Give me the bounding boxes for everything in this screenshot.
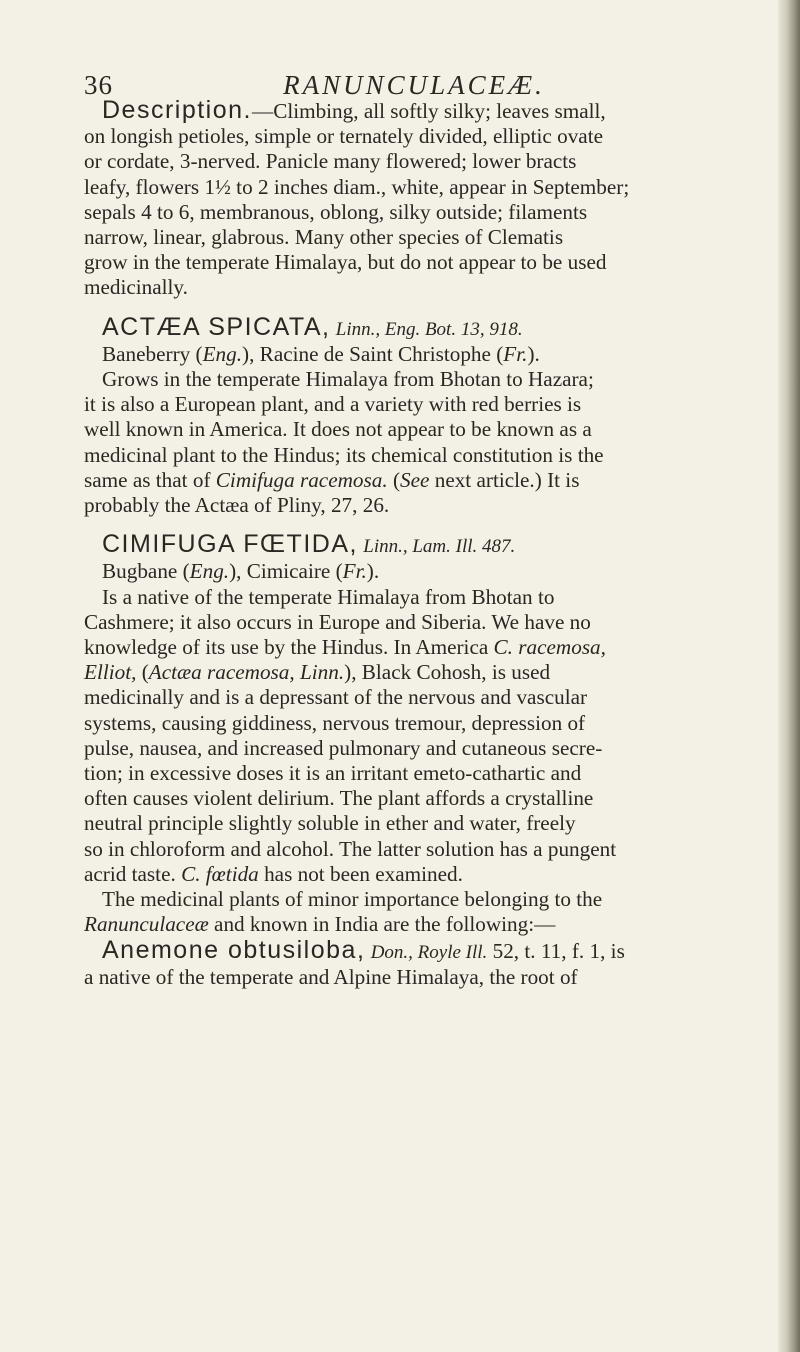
description-line — [84, 98, 750, 124]
cimifuga-line: acrid taste. C. fœtida has not been examined. — [84, 861, 463, 886]
anemone-line: a native of the temperate and Alpine Himalaya, the root of — [84, 964, 578, 989]
page-body — [84, 98, 750, 990]
cimifuga-line: Elliot, (Actæa racemosa, Linn.), Black Cohosh, is used — [84, 660, 551, 685]
description-line: leafy, flowers 1½ to 2 inches diam., white, appear in September; — [84, 174, 630, 199]
actaea-name: ACTÆA SPICATA, — [102, 312, 331, 341]
description-line: medicinally. — [84, 275, 188, 300]
cimifuga-line: often causes violent delirium. The plant affords a crystalline — [84, 786, 594, 811]
running-head: RANUNCULACEÆ. — [283, 70, 545, 100]
cimifuga-entry-heading — [84, 532, 750, 559]
cimifuga-common-names: Bugbane (Eng.), Cimicaire (Fr.). — [102, 559, 380, 584]
anemone-reference: Don., Royle Ill. — [370, 941, 488, 963]
cimifuga-name: CIMIFUGA FŒTIDA, — [102, 530, 358, 559]
cimifuga-line: so in chloroform and alcohol. The latter solution has a pungent — [84, 836, 617, 861]
description-line: grow in the temperate Himalaya, but do not appear to be used — [84, 250, 607, 275]
cimifuga-line: tion; in excessive doses it is an irritant emeto-cathartic and — [84, 761, 582, 786]
closing-line: The medicinal plants of minor importance belonging to the — [102, 887, 603, 912]
closing-line: Ranunculaceæ and known in India are the following:— — [84, 912, 556, 937]
cimifuga-line: Cashmere; it also occurs in Europe and Siberia. We have no — [84, 609, 591, 634]
actaea-common-names: Baneberry (Eng.), Racine de Saint Christophe (Fr.). — [102, 341, 540, 366]
anemone-reference-tail: 52, t. 11, f. 1, is — [487, 938, 625, 963]
cimifuga-line: knowledge of its use by the Hindus. In America C. racemosa, — [84, 635, 606, 660]
actaea-line: probably the Actæa of Pliny, 27, 26. — [84, 493, 390, 518]
actaea-reference: Linn., Eng. Bot. 13, 918. — [335, 318, 523, 340]
description-line: sepals 4 to 6, membranous, oblong, silky outside; filaments — [84, 199, 588, 224]
actaea-line: same as that of Cimifuga racemosa. (See next article.) It is — [84, 467, 580, 492]
description-text: —Climbing, all softly silky; leaves small, — [252, 99, 606, 123]
description-heading: Description. — [102, 96, 252, 124]
cimifuga-line: neutral principle slightly soluble in ether and water, freely — [84, 811, 576, 836]
page-edge-shadow — [778, 0, 800, 1352]
actaea-line: it is also a European plant, and a variety with red berries is — [84, 392, 582, 417]
anemone-name: Anemone obtusiloba, — [102, 935, 366, 964]
actaea-line: Grows in the temperate Himalaya from Bhotan to Hazara; — [102, 367, 594, 392]
actaea-line: medicinal plant to the Hindus; its chemical constitution is the — [84, 442, 604, 467]
anemone-entry-heading — [84, 935, 750, 965]
description-line: narrow, linear, glabrous. Many other species of Clematis — [84, 225, 564, 250]
cimifuga-line: medicinally and is a depressant of the nervous and vascular — [84, 685, 588, 710]
page-number: 36 — [84, 70, 113, 100]
cimifuga-reference: Linn., Lam. Ill. 487. — [363, 536, 516, 558]
cimifuga-line: pulse, nausea, and increased pulmonary and cutaneous secre- — [84, 735, 603, 760]
actaea-entry-heading — [84, 312, 750, 342]
description-line: on longish petioles, simple or ternately divided, elliptic ovate — [84, 124, 603, 149]
actaea-line: well known in America. It does not appear to be known as a — [84, 417, 592, 442]
cimifuga-line: systems, causing giddiness, nervous tremour, depression of — [84, 710, 586, 735]
cimifuga-line: Is a native of the temperate Himalaya from Bhotan to — [102, 584, 555, 609]
description-line: or cordate, 3-nerved. Panicle many flowered; lower bracts — [84, 149, 577, 174]
